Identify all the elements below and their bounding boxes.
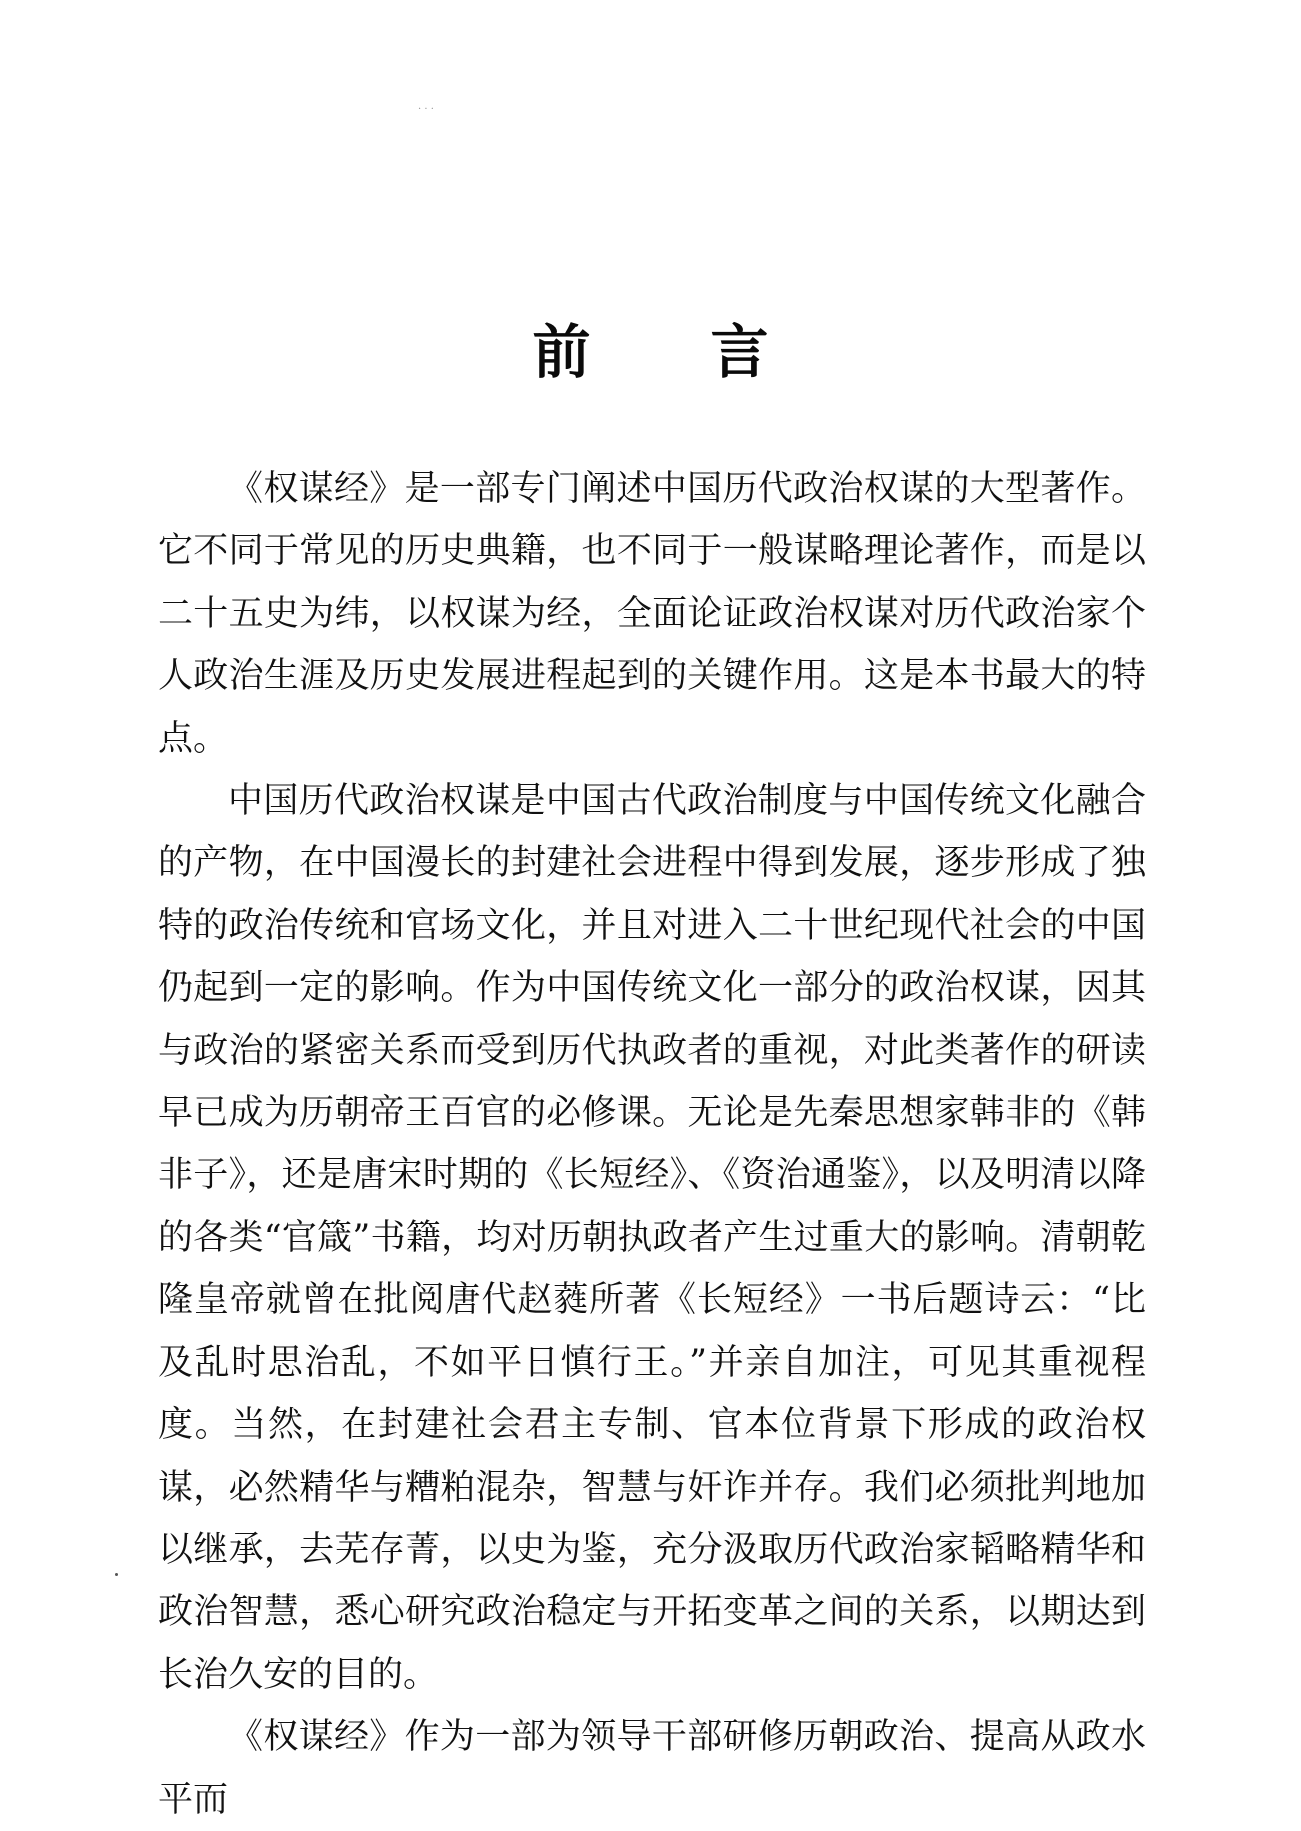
- paragraph: 《权谋经》作为一部为领导干部研修历朝政治、提高从政水平而: [158, 1717, 1146, 1820]
- paragraph: 中国历代政治权谋是中国古代政治制度与中国传统文化融合的产物，在中国漫长的封建社会进程中得到发展，逐步形成了独特的政治传统和官场文化，并且对进入二十世纪现代社会的中国仍起到一定的影响。作为中国传统文化一部分的政治权谋，因其与政治的紧密关系而受到历代执政者的重视，对此类著作的研读早已成为历朝帝王百官的必修课。无论是先秦思想家韩非的《韩非子》，还是唐宋时期的《长短经》、《资治通鉴》，以及明清以降的各类“官箴”书籍，均对历朝执政者产生过重大的影响。清朝乾隆皇帝就曾在批阅唐代赵蕤所著《长短经》一书后题诗云：“比及乱时思治乱，不如平日慎行王。”并亲自加注，可见其重视程度。当然，在封建社会君主专制、官本位背景下形成的政治权谋，必然精华与糟粕混杂，智慧与奸诈并存。我们必须批判地加以继承，去芜存菁，以史为鉴，充分汲取历代政治家韬略精华和政治智慧，悉心研究政治稳定与开拓变革之间的关系，以期达到长治久安的目的。: [158, 781, 1146, 1695]
- page-title: 前言: [532, 317, 889, 386]
- paragraph: 《权谋经》是一部专门阐述中国历代政治权谋的大型著作。它不同于常见的历史典籍，也不同于一般谋略理论著作，而是以二十五史为纬，以权谋为经，全面论证政治权谋对历代政治家个人政治生涯及历史发展进程起到的关键作用。这是本书最大的特点。: [158, 469, 1146, 759]
- scan-specks: · · ·: [418, 104, 434, 115]
- body-text: [158, 458, 1146, 1831]
- scan-dot: [115, 1573, 118, 1576]
